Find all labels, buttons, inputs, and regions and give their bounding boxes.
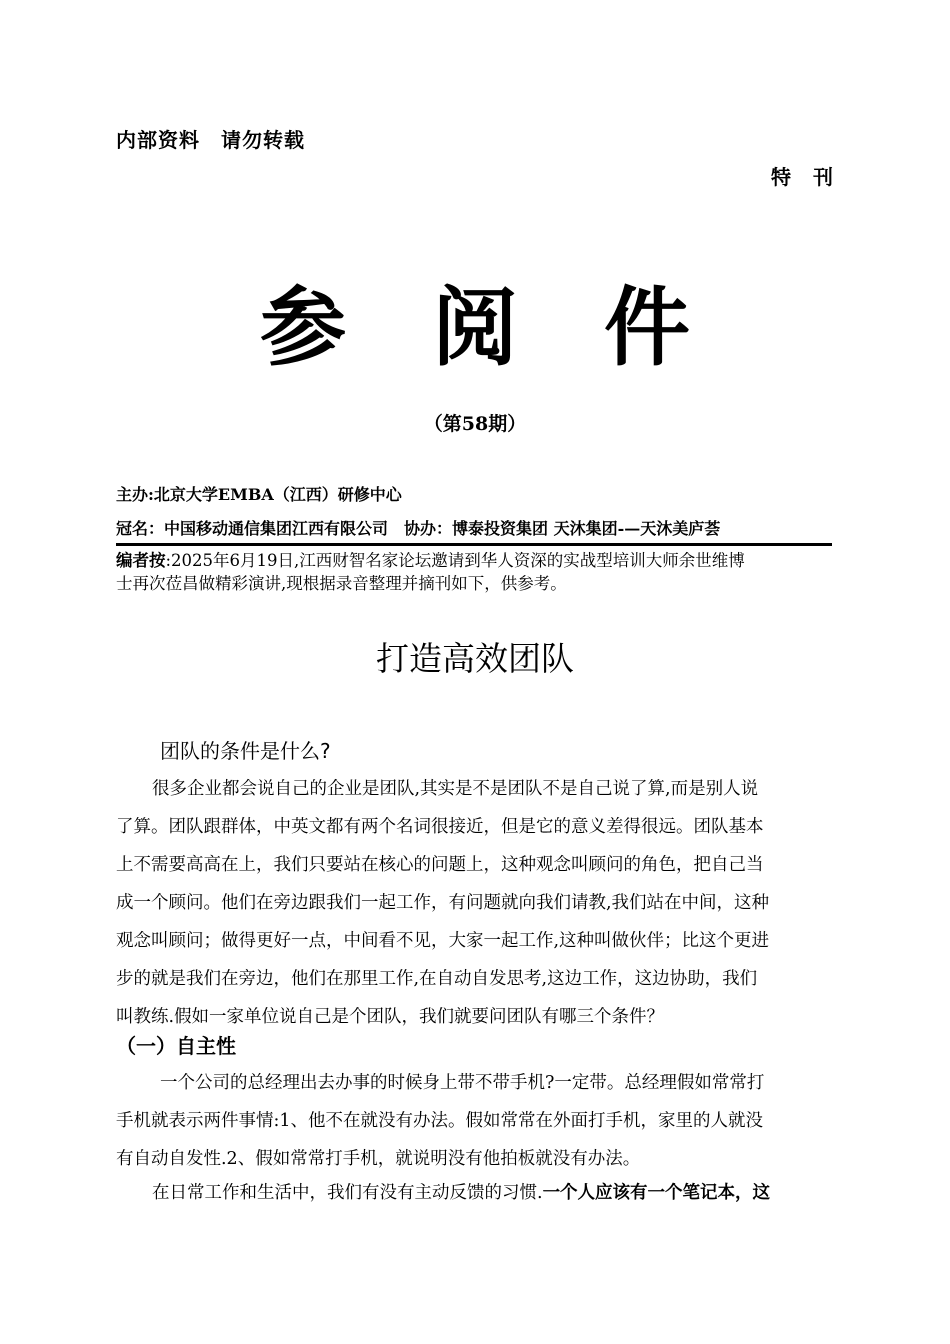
paragraph-line: 步的就是我们在旁边，他们在那里工作,在自动自发思考,这边工作，这边协助，我们 — [116, 969, 758, 989]
paragraph-1 — [116, 770, 832, 1036]
paragraph-line: 手机就表示两件事情:1、他不在就没有办法。假如常常在外面打手机，家里的人就没 — [116, 1111, 764, 1131]
special-issue-label: 特 刊 — [771, 165, 834, 189]
section-question: 团队的条件是什么? — [160, 739, 331, 763]
paragraph-line: 有自动自发性.2、假如常常打手机，就说明没有他拍板就没有办法。 — [116, 1149, 641, 1169]
issue-number: （第58期） — [423, 413, 527, 435]
masthead-title: 参 阅 件 — [260, 277, 690, 378]
paragraph-line: 上不需要高高在上，我们只要站在核心的问题上，这种观念叫顾问的角色，把自己当 — [116, 855, 764, 875]
paragraph-line: 很多企业都会说自己的企业是团队,其实是不是团队不是自己说了算,而是别人说 — [152, 779, 759, 799]
subsection-heading: （一）自主性 — [116, 1034, 236, 1058]
paragraph-3 — [116, 1174, 832, 1212]
editor-note-text-2: 士再次莅昌做精彩演讲,现根据录音整理并摘刊如下，供参考。 — [116, 574, 567, 593]
editor-note-label: 编者按 — [116, 551, 166, 570]
paragraph-3-emphasis: 一个人应该有一个笔记本，这 — [542, 1183, 771, 1203]
paragraph-line: 观念叫顾问；做得更好一点，中间看不见，大家一起工作,这种叫做伙伴；比这个更进 — [116, 931, 770, 951]
article-title: 打造高效团队 — [376, 639, 574, 678]
internal-material-notice: 内部资料 请勿转载 — [116, 128, 305, 152]
paragraph-line: 成一个顾问。他们在旁边跟我们一起工作，有问题就向我们请教,我们站在中间，这种 — [116, 893, 770, 913]
editor-note-text-1: :2025年6月19日,江西财智名家论坛邀请到华人资深的实战型培训大师余世维博 — [165, 551, 745, 570]
sponsor-line: 冠名：中国移动通信集团江西有限公司 协办：博泰投资集团 天沐集团-—天沐美庐荟 — [116, 519, 721, 538]
paragraph-3-text: 在日常工作和生活中，我们有没有主动反馈的习惯. — [152, 1183, 543, 1203]
paragraph-line: 一个公司的总经理出去办事的时候身上带不带手机?一定带。总经理假如常常打 — [160, 1073, 765, 1093]
paragraph-2 — [116, 1064, 832, 1178]
paragraph-line: 叫教练.假如一家单位说自己是个团队，我们就要问团队有哪三个条件？ — [116, 1007, 665, 1027]
host-line: 主办:北京大学EMBA（江西）研修中心 — [116, 485, 402, 504]
editor-note — [116, 549, 834, 595]
header-divider — [116, 543, 832, 546]
paragraph-line: 了算。团队跟群体，中英文都有两个名词很接近，但是它的意义差得很远。团队基本 — [116, 817, 764, 837]
